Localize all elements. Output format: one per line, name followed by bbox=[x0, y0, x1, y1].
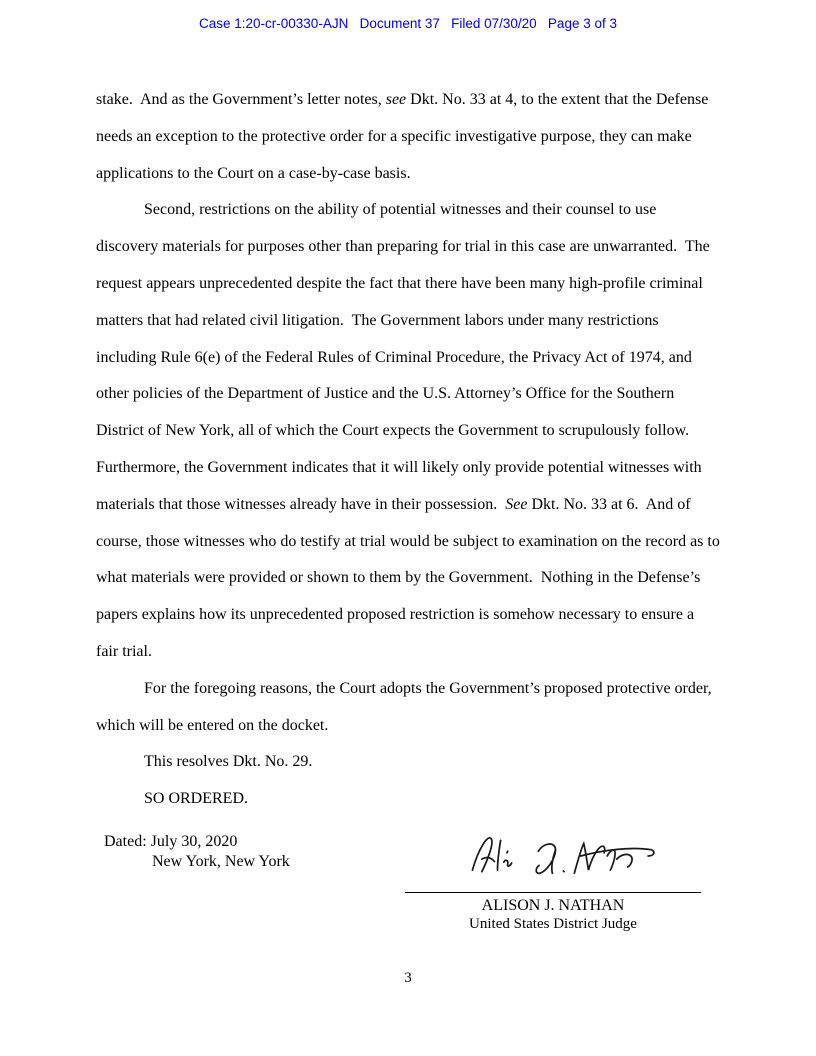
dated-line bbox=[104, 832, 290, 852]
document-body bbox=[96, 82, 724, 818]
body-paragraph bbox=[96, 82, 720, 192]
dated-date: July 30, 2020 bbox=[150, 833, 238, 850]
signature-rule-line bbox=[405, 892, 701, 893]
signature-section bbox=[0, 826, 816, 946]
so-ordered-line bbox=[96, 781, 720, 818]
text-run: SO ORDERED. bbox=[144, 790, 249, 808]
text-run-italic: See bbox=[505, 495, 528, 513]
dated-block bbox=[104, 832, 290, 872]
case-caption: Case 1:20-cr-00330-AJN Document 37 Filed 07/30/20 Page 3 of 3 bbox=[199, 16, 617, 31]
text-run-italic: see bbox=[385, 91, 407, 108]
text-run: For the foregoing reasons, the Court adopts the Government’s proposed protective order, which will be entered on the docket. bbox=[96, 679, 716, 734]
text-run: Second, restrictions on the ability of potential witnesses and their counsel to use discovery materials for purposes other than preparing for trial in this case are unwarranted. The request appears unprecedented despite the fact that there have been many high-profile criminal matters that had related civil litigation. The Government labors under many restrictions including Rule 6(e) of the Federal Rules of Criminal Procedure, the Privacy Act of 1974, and other policies of the Department of Justice and the U.S. Attorney’s Office for the Southern District of New York, all of which the Court expects the Government to scrupulously follow. Furthermore, the Government indicates that it will likely only provide potential witnesses with materials that those witnesses already have in their possession. bbox=[96, 201, 714, 513]
judge-name: ALISON J. NATHAN bbox=[481, 897, 625, 914]
body-paragraph bbox=[96, 744, 720, 781]
judge-title: United States District Judge bbox=[469, 916, 637, 932]
body-paragraph bbox=[96, 671, 720, 745]
text-run: stake. And as the Government’s letter notes, bbox=[96, 91, 386, 108]
dated-place: New York, New York bbox=[152, 853, 290, 870]
dated-label: Dated: bbox=[104, 833, 147, 850]
page-number: 3 bbox=[404, 970, 412, 986]
text-run: Dkt. No. 33 at 6. And of course, those witnesses who do testify at trial would be subject to examination on the record as to what materials were provided or shown to them by the Government. Nothing in the Defense’s papers explains how its unprecedented proposed restriction is somehow necessary to ensure a fair trial. bbox=[96, 495, 724, 660]
text-run: This resolves Dkt. No. 29. bbox=[144, 753, 313, 771]
body-paragraph bbox=[96, 192, 724, 670]
judge-signature-block bbox=[405, 826, 701, 933]
text-run: Dkt. No. 33 at 4, to the extent that the Defense needs an exception to the protective order for a specific investigative purpose, they can make applications to the Court on a case-by-case basis. bbox=[96, 91, 713, 182]
judge-signature-script bbox=[463, 820, 659, 892]
